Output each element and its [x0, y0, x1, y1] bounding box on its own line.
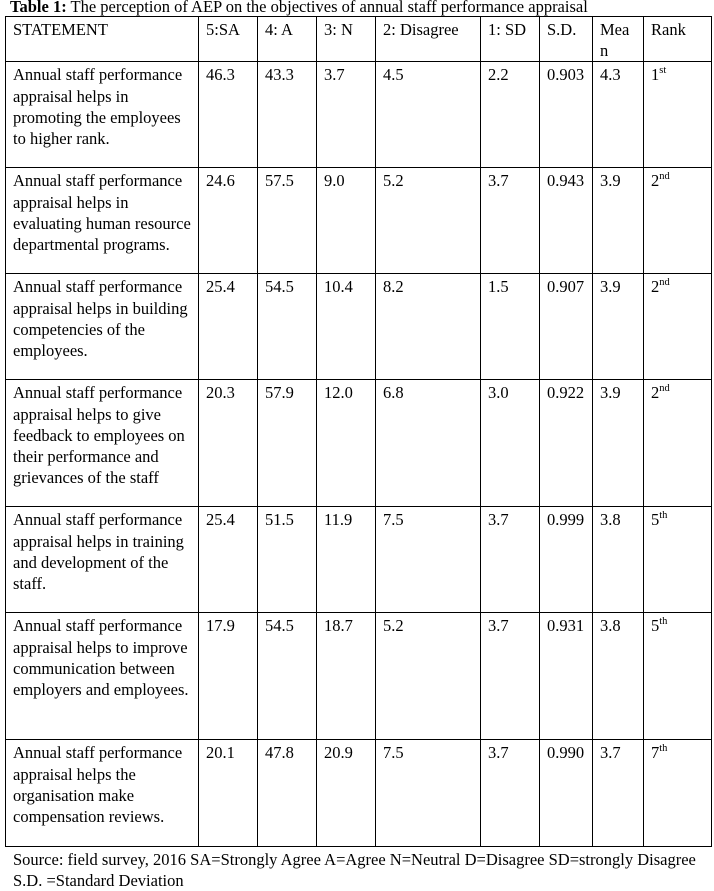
- rank-value: 2: [651, 277, 660, 297]
- standard-deviation-cell: 0.922: [540, 380, 593, 507]
- rank-value: 2: [651, 383, 660, 403]
- standard-deviation-cell: 0.999: [540, 507, 593, 613]
- neutral-cell: 10.4: [317, 274, 376, 380]
- rank-cell: [644, 507, 712, 613]
- agree-cell: 51.5: [258, 507, 317, 613]
- agree-cell: 43.3: [258, 62, 317, 168]
- strongly-disagree-cell: 1.5: [481, 274, 540, 380]
- strongly-agree-cell: 20.3: [199, 380, 258, 507]
- mean-cell: 3.8: [593, 507, 644, 613]
- standard-deviation-cell: 0.903: [540, 62, 593, 168]
- statement-cell: Annual staff performance appraisal helps to improve communication between employers and employees.: [6, 613, 199, 740]
- mean-cell: 3.9: [593, 380, 644, 507]
- strongly-agree-cell: 46.3: [199, 62, 258, 168]
- disagree-cell: 5.2: [376, 613, 481, 740]
- source-note: Source: field survey, 2016 SA=Strongly Agree A=Agree N=Neutral D=Disagree SD=strongly Disagree S.D. =Standard Deviation: [13, 850, 696, 890]
- rank-value: 5: [651, 510, 660, 530]
- neutral-cell: 9.0: [317, 168, 376, 274]
- table-caption: [10, 0, 588, 17]
- table-row: [6, 62, 712, 168]
- statement-cell: Annual staff performance appraisal helps in evaluating human resource departmental programs.: [6, 168, 199, 274]
- header-statement: STATEMENT: [6, 17, 199, 62]
- neutral-cell: 11.9: [317, 507, 376, 613]
- table-row: [6, 168, 712, 274]
- standard-deviation-cell: 0.990: [540, 740, 593, 847]
- statement-cell: Annual staff performance appraisal helps the organisation make compensation reviews.: [6, 740, 199, 847]
- rank-suffix: th: [659, 743, 668, 755]
- caption-label: Table 1:: [10, 0, 67, 16]
- rank-suffix: th: [659, 616, 668, 628]
- strongly-disagree-cell: 3.7: [481, 740, 540, 847]
- rank-suffix: st: [659, 65, 667, 77]
- disagree-cell: 6.8: [376, 380, 481, 507]
- statement-cell: Annual staff performance appraisal helps in training and development of the staff.: [6, 507, 199, 613]
- neutral-cell: 3.7: [317, 62, 376, 168]
- standard-deviation-cell: 0.943: [540, 168, 593, 274]
- strongly-agree-cell: 25.4: [199, 274, 258, 380]
- rank-suffix: nd: [659, 383, 670, 395]
- neutral-cell: 20.9: [317, 740, 376, 847]
- disagree-cell: 5.2: [376, 168, 481, 274]
- rank-suffix: th: [659, 510, 668, 522]
- strongly-disagree-cell: 3.7: [481, 168, 540, 274]
- neutral-cell: 12.0: [317, 380, 376, 507]
- header-rank: Rank: [644, 17, 712, 62]
- perception-table: [5, 16, 712, 847]
- header-standard-deviation: S.D.: [540, 17, 593, 62]
- agree-cell: 57.5: [258, 168, 317, 274]
- header-neutral: 3: N: [317, 17, 376, 62]
- rank-value: 7: [651, 743, 660, 763]
- mean-cell: 3.9: [593, 274, 644, 380]
- disagree-cell: 7.5: [376, 507, 481, 613]
- strongly-agree-cell: 17.9: [199, 613, 258, 740]
- strongly-disagree-cell: 2.2: [481, 62, 540, 168]
- statement-cell: Annual staff performance appraisal helps to give feedback to employees on their performance and grievances of the staff: [6, 380, 199, 507]
- rank-suffix: nd: [659, 171, 670, 183]
- rank-value: 1: [651, 65, 660, 85]
- table-row: [6, 274, 712, 380]
- disagree-cell: 7.5: [376, 740, 481, 847]
- statement-cell: Annual staff performance appraisal helps in promoting the employees to higher rank.: [6, 62, 199, 168]
- agree-cell: 54.5: [258, 613, 317, 740]
- mean-cell: 3.9: [593, 168, 644, 274]
- caption-text: The perception of AEP on the objectives of annual staff performance appraisal: [66, 0, 588, 16]
- disagree-cell: 8.2: [376, 274, 481, 380]
- rank-value: 5: [651, 616, 660, 636]
- strongly-disagree-cell: 3.7: [481, 507, 540, 613]
- agree-cell: 57.9: [258, 380, 317, 507]
- table-row: [6, 740, 712, 847]
- strongly-agree-cell: 25.4: [199, 507, 258, 613]
- disagree-cell: 4.5: [376, 62, 481, 168]
- agree-cell: 54.5: [258, 274, 317, 380]
- agree-cell: 47.8: [258, 740, 317, 847]
- rank-cell: [644, 168, 712, 274]
- mean-cell: 3.7: [593, 740, 644, 847]
- standard-deviation-cell: 0.907: [540, 274, 593, 380]
- header-agree: 4: A: [258, 17, 317, 62]
- rank-cell: [644, 740, 712, 847]
- strongly-disagree-cell: 3.0: [481, 380, 540, 507]
- table-row: [6, 613, 712, 740]
- standard-deviation-cell: 0.931: [540, 613, 593, 740]
- header-disagree: 2: Disagree: [376, 17, 481, 62]
- rank-cell: [644, 613, 712, 740]
- strongly-agree-cell: 24.6: [199, 168, 258, 274]
- mean-cell: 3.8: [593, 613, 644, 740]
- strongly-agree-cell: 20.1: [199, 740, 258, 847]
- rank-cell: [644, 380, 712, 507]
- rank-cell: [644, 274, 712, 380]
- header-row: [6, 17, 712, 62]
- header-mean: Mean: [593, 17, 644, 62]
- neutral-cell: 18.7: [317, 613, 376, 740]
- rank-suffix: nd: [659, 277, 670, 289]
- table-row: [6, 380, 712, 507]
- header-strongly-disagree: 1: SD: [481, 17, 540, 62]
- mean-cell: 4.3: [593, 62, 644, 168]
- header-sa: 5:SA: [199, 17, 258, 62]
- rank-cell: [644, 62, 712, 168]
- strongly-disagree-cell: 3.7: [481, 613, 540, 740]
- rank-value: 2: [651, 171, 660, 191]
- statement-cell: Annual staff performance appraisal helps in building competencies of the employees.: [6, 274, 199, 380]
- table-row: [6, 507, 712, 613]
